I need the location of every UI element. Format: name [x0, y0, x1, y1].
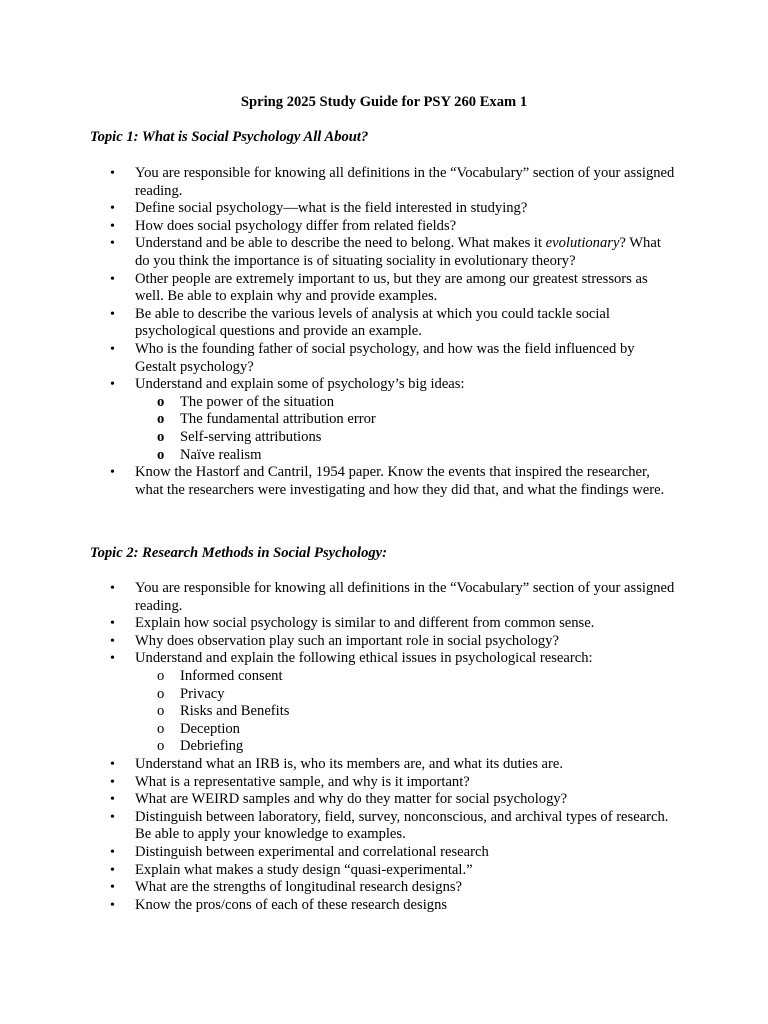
sub-bullet-icon: o: [157, 393, 165, 410]
list-item: [90, 464, 675, 499]
ethics-sublist: [135, 668, 675, 756]
sub-list-item-text: Informed consent: [180, 667, 283, 684]
bullet-icon: •: [110, 862, 115, 878]
list-item: [90, 615, 675, 633]
list-item: [90, 271, 675, 306]
sub-bullet-icon: o: [157, 446, 165, 463]
sub-list-item-text: Debriefing: [180, 738, 244, 755]
bullet-icon: •: [110, 633, 115, 649]
list-item-text: You are responsible for knowing all definitions in the “Vocabulary” section of your assigned reading.: [135, 165, 675, 199]
bullet-icon: •: [110, 792, 115, 808]
list-item: [90, 774, 675, 792]
bullet-icon: •: [110, 341, 115, 357]
sub-list-item: [135, 394, 675, 412]
sub-list-item-text: Self-serving attributions: [180, 428, 322, 445]
list-item-text: Explain what makes a study design “quasi-experimental.”: [135, 861, 473, 878]
list-item-text: What is a representative sample, and why is it important?: [135, 773, 470, 790]
sub-list-item: [135, 703, 675, 721]
sub-list-item-text: Deception: [180, 720, 240, 737]
bullet-icon: •: [110, 880, 115, 896]
list-item-text: Know the pros/cons of each of these research designs: [135, 896, 448, 913]
list-item-text: Distinguish between laboratory, field, survey, nonconscious, and archival types of research. Be able to apply your knowledge to examples.: [135, 808, 669, 843]
list-item: [90, 791, 675, 809]
list-item: [90, 376, 675, 464]
list-item-text: How does social psychology differ from related fields?: [135, 217, 457, 234]
topic-1-list: [90, 165, 675, 499]
bullet-icon: •: [110, 218, 115, 234]
sub-list-item-text: The fundamental attribution error: [180, 411, 376, 428]
list-item-text: ? What do you think the importance is of situating sociality in evolutionary theory?: [135, 235, 661, 269]
topic-2-list: [90, 580, 675, 914]
list-item-text: You are responsible for knowing all definitions in the “Vocabulary” section of your assigned reading.: [135, 580, 675, 614]
sub-bullet-icon: o: [157, 411, 165, 428]
bullet-icon: •: [110, 465, 115, 481]
bullet-icon: •: [110, 166, 115, 181]
list-item: [90, 235, 675, 270]
sub-list-item: [135, 411, 675, 429]
bullet-icon: •: [110, 271, 115, 287]
bullet-icon: •: [110, 306, 115, 322]
sub-list-item-text: Risks and Benefits: [180, 703, 290, 720]
list-item: [90, 756, 675, 774]
list-item-text: Understand and explain some of psychology’s big ideas:: [135, 376, 465, 393]
sub-bullet-icon: o: [157, 720, 165, 737]
list-item-text: Explain how social psychology is similar to and different from common sense.: [135, 615, 595, 632]
bullet-icon: •: [110, 897, 115, 913]
list-item-text: Be able to describe the various levels of analysis at which you could tackle social psychological questions and provide an example.: [135, 305, 610, 340]
sub-bullet-icon: o: [157, 667, 165, 684]
list-item: [90, 809, 675, 844]
sub-list-item-text: Privacy: [180, 685, 225, 702]
sub-bullet-icon: o: [157, 703, 165, 720]
list-item: [90, 897, 675, 915]
list-item-text: Other people are extremely important to us, but they are among our greatest stressors as well. Be able to explain why and provide examples.: [135, 270, 648, 305]
bullet-icon: •: [110, 756, 115, 772]
list-item: [90, 844, 675, 862]
list-item-text: Who is the founding father of social psychology, and how was the field influenced by Gestalt psychology?: [135, 340, 635, 375]
list-item: [90, 879, 675, 897]
bullet-icon: •: [110, 616, 115, 632]
sub-list-item-text: The power of the situation: [180, 393, 335, 410]
list-item-text: Know the Hastorf and Cantril, 1954 paper. Know the events that inspired the researcher, what the researchers were investigating and how they did that, and what the findings were.: [135, 464, 665, 498]
list-item-text: Distinguish between experimental and correlational research: [135, 843, 489, 860]
list-item-text: Understand what an IRB is, who its members are, and what its duties are.: [135, 755, 563, 772]
list-item-text: Define social psychology—what is the field interested in studying?: [135, 200, 528, 217]
sub-list-item: [135, 447, 675, 465]
list-item: [90, 633, 675, 651]
bullet-icon: •: [110, 651, 115, 667]
emphasis-text: evolutionary: [545, 235, 620, 252]
list-item: [90, 862, 675, 880]
list-item: [90, 200, 675, 218]
bullet-icon: •: [110, 774, 115, 790]
list-item: [90, 580, 675, 615]
list-item-text: Understand and explain the following ethical issues in psychological research:: [135, 650, 593, 667]
list-item: [90, 306, 675, 341]
list-item: [90, 650, 675, 756]
sub-bullet-icon: o: [157, 428, 165, 445]
topic-2-heading: Topic 2: Research Methods in Social Psychology:: [90, 545, 387, 561]
bullet-icon: •: [110, 809, 115, 825]
bullet-icon: •: [110, 581, 115, 596]
list-item-text: Why does observation play such an important role in social psychology?: [135, 632, 559, 649]
list-item: [90, 218, 675, 236]
bullet-icon: •: [110, 377, 115, 393]
sub-list-item: [135, 738, 675, 756]
sub-list-item: [135, 429, 675, 447]
list-item: [90, 165, 675, 200]
bullet-icon: •: [110, 201, 115, 217]
sub-list-item: [135, 686, 675, 704]
sub-list-item-text: Naïve realism: [180, 446, 262, 463]
sub-list-item: [135, 721, 675, 739]
list-item-text: What are WEIRD samples and why do they matter for social psychology?: [135, 791, 568, 808]
document-title: Spring 2025 Study Guide for PSY 260 Exam 1: [240, 94, 528, 110]
topic-1-heading: Topic 1: What is Social Psychology All About?: [90, 129, 369, 145]
list-item: [90, 341, 675, 376]
list-item-text: What are the strengths of longitudinal research designs?: [135, 879, 463, 896]
big-ideas-sublist: [135, 394, 675, 464]
list-item-text: Understand and be able to describe the need to belong. What makes it: [135, 235, 546, 252]
bullet-icon: •: [110, 236, 115, 252]
sub-bullet-icon: o: [157, 738, 165, 755]
sub-list-item: [135, 668, 675, 686]
bullet-icon: •: [110, 844, 115, 860]
sub-bullet-icon: o: [157, 685, 165, 702]
